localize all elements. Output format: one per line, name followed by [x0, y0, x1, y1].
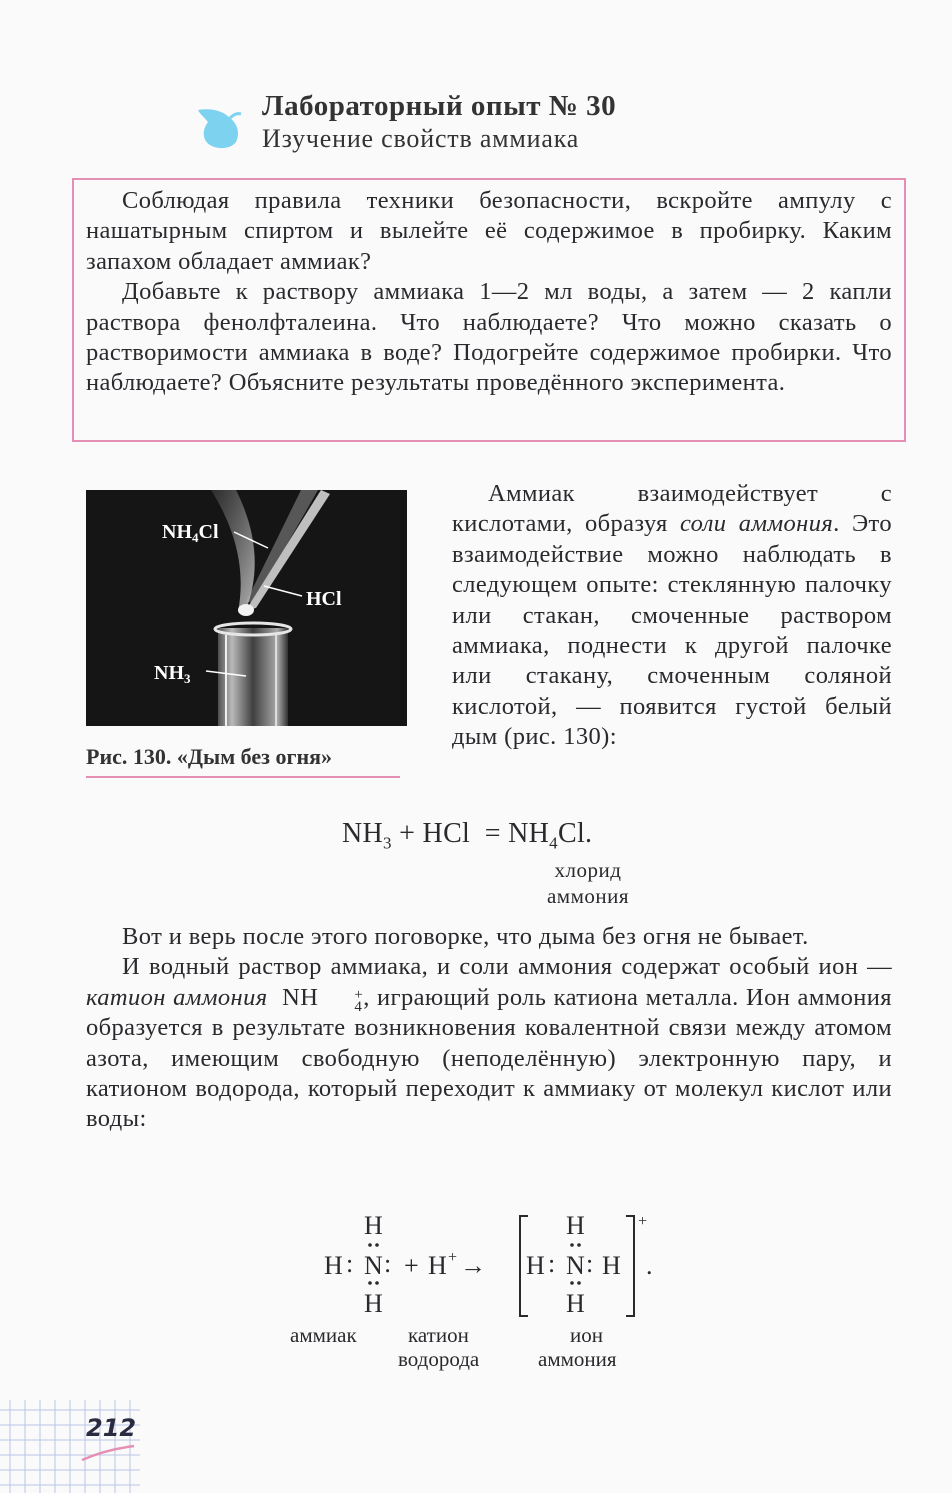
text-italic-term: соли аммония	[680, 510, 834, 538]
eq-sub3: 3	[383, 833, 392, 853]
label-ion-1: ион	[570, 1323, 603, 1347]
ammonia-acids-paragraph	[452, 479, 892, 753]
svg-text:NH3	[154, 662, 191, 686]
reaction-equation	[342, 818, 592, 854]
label-cation-1: катион	[408, 1323, 469, 1347]
label-nh3-sub: 3	[184, 671, 191, 686]
body-p2-ion: NH	[282, 983, 319, 1011]
scheme-h-plus-sup: +	[448, 1249, 458, 1266]
body-p2-ion-sup: +	[354, 986, 364, 1003]
scheme-arrow: →	[460, 1251, 486, 1280]
eq-plus-hcl: + HCl =	[391, 818, 509, 849]
label-nh4cl: NH	[162, 521, 192, 543]
text-part-2: . Это взаимодействие можно наблюдать в следующем опыте: стеклянную палочку или стакан, смоченные раствором аммиака, поднести к другой палочке или стакану, смоченным соляной кислотой, — появится густой белый дым (рис. 130):	[452, 510, 892, 751]
label-nh4cl-sub: 4	[192, 530, 199, 545]
scheme-h-bottom: H	[364, 1289, 383, 1318]
svg-text::: :	[384, 1249, 392, 1278]
svg-text::: :	[548, 1249, 556, 1278]
figure-photo	[86, 490, 407, 726]
body-p2-ion-sub: 4	[354, 998, 363, 1015]
page-number: 212	[86, 1414, 137, 1442]
label-nh3: NH	[154, 662, 184, 684]
task-paragraph-1: Соблюдая правила техники безопасности, вскройте ампулу с нашатырным спиртом и вылейте её содержимое в пробирку. Каким запахом обладает аммиак?	[86, 187, 892, 275]
body-p2-italic: катион аммония	[86, 983, 268, 1011]
label-hcl: HCl	[306, 588, 342, 610]
caption-underline	[86, 776, 400, 778]
task-paragraph-2: Добавьте к раствору аммиака 1—2 мл воды, а затем — 2 капли раствора фенолфталеина. Что наблюдаете? Что можно сказать о растворимости аммиака в воде? Подогрейте содержимое пробирки. Что наблюдаете? Объясните результаты проведённого эксперимента.	[86, 278, 892, 397]
scheme-ion-h-right: H	[602, 1251, 621, 1280]
lab-title: Лабораторный опыт № 30	[262, 90, 617, 122]
eq-product-label-1: хлорид	[554, 858, 622, 882]
svg-text::: :	[586, 1249, 594, 1278]
ammonium-formation-scheme	[280, 1208, 680, 1378]
eq-cl: Cl.	[557, 818, 593, 849]
body-p2-part-a: И водный раствор аммиака, и соли аммония содержат особый ион —	[122, 953, 892, 981]
scheme-h-left: H	[324, 1251, 343, 1280]
lab-drop-icon	[196, 104, 242, 150]
scheme-ion-h-bottom: H	[566, 1289, 585, 1318]
scheme-h-plus: H	[428, 1251, 447, 1280]
eq-nh4: NH	[508, 818, 550, 849]
svg-text::: :	[346, 1249, 354, 1278]
eq-nh3: NH	[342, 818, 384, 849]
lab-subtitle: Изучение свойств аммиака	[262, 124, 580, 153]
eq-sub4: 4	[549, 833, 558, 853]
body-paragraph-2	[86, 952, 892, 1134]
scheme-ion-n: N	[566, 1251, 585, 1280]
task-text	[86, 186, 892, 399]
scheme-h-top: H	[364, 1211, 383, 1240]
body-p2-part-b: , играющий роль катиона металла. Ион аммония образуется в результате возникновения ковалентной связи между атомом азота, имеющим свободную (неподелённую) электронную пару, и катионом водорода, который переходит к аммиаку от молекул кислот или воды:	[86, 983, 892, 1133]
svg-text:NH4Cl	[162, 521, 219, 545]
scheme-period: .	[646, 1251, 653, 1280]
right-column-text	[452, 479, 892, 753]
scheme-charge: +	[638, 1213, 648, 1230]
scheme-ion-h-top: H	[566, 1211, 585, 1240]
figure-caption: Рис. 130. «Дым без огня»	[86, 744, 333, 769]
body-text	[86, 922, 892, 1135]
text-part-1: Аммиак взаимодействует с кислотами, образуя	[452, 480, 892, 538]
label-ion-2: аммония	[538, 1347, 617, 1371]
body-paragraph-1: Вот и верь после этого поговорке, что дыма без огня не бывает.	[122, 923, 809, 950]
scheme-plus: +	[404, 1251, 419, 1280]
label-cation-2: водорода	[398, 1347, 480, 1371]
scheme-n: N	[364, 1251, 383, 1280]
eq-product-label-2: аммония	[546, 884, 630, 908]
scheme-ion-h-left: H	[526, 1251, 545, 1280]
label-nh4cl-tail: Cl	[198, 521, 219, 543]
label-ammonia: аммиак	[290, 1323, 357, 1347]
